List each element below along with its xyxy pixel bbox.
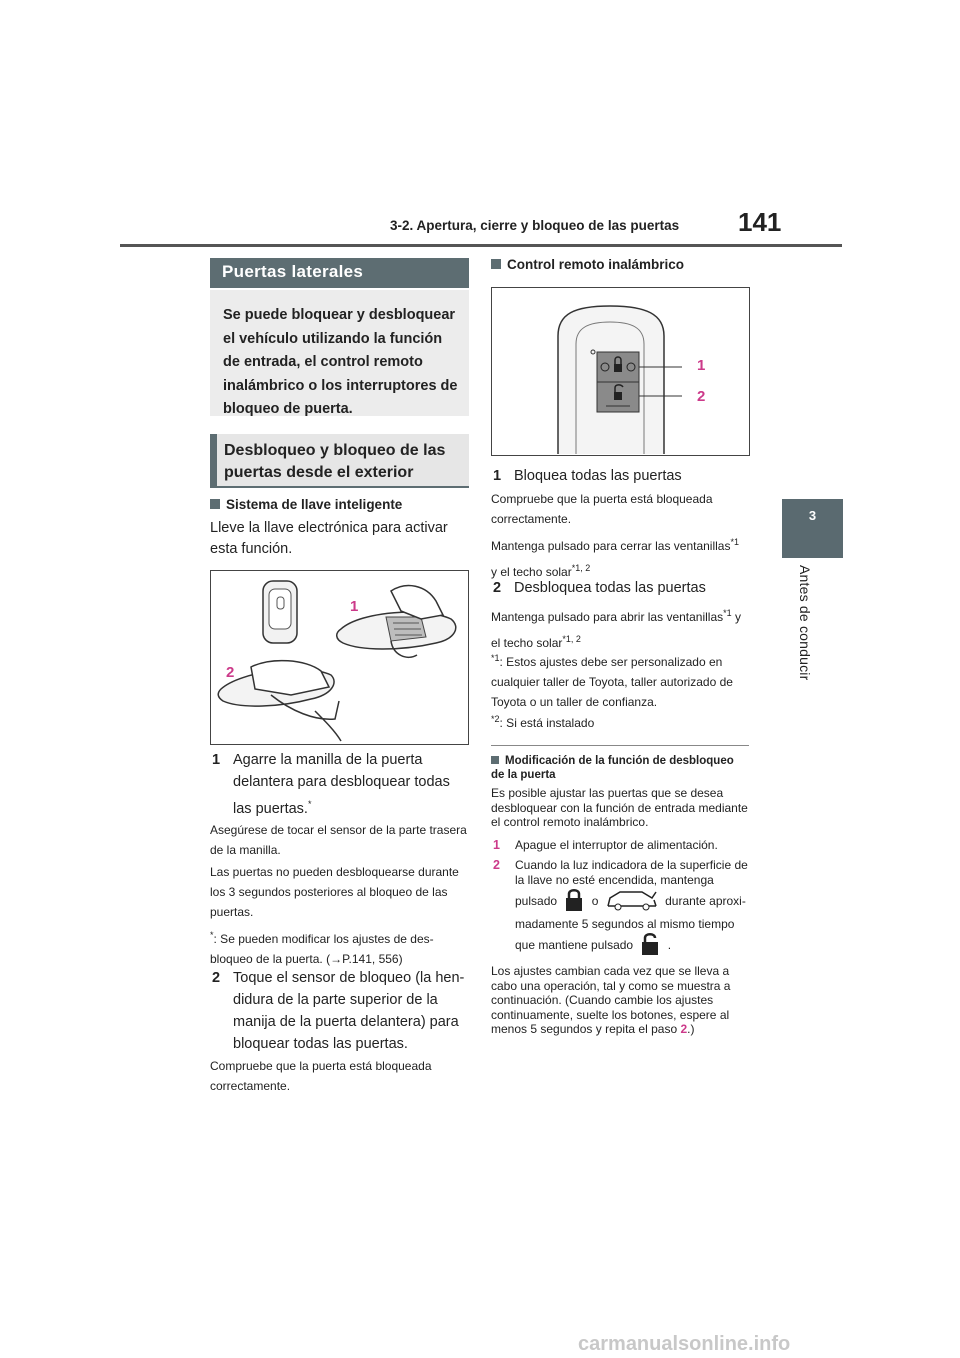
step2-text: Toque el sensor de bloqueo (la hendidura de la parte superior de la manija de la puerta delantera) para bloquear todas las puertas. bbox=[233, 970, 465, 1052]
header-rule bbox=[120, 244, 842, 247]
step1-number: 1 bbox=[212, 752, 221, 768]
chapter-title: Antes de conducir bbox=[797, 565, 813, 681]
intro-text: Se puede bloquear y desbloquear el vehículo utilizando la función de entrada, el control remoto inalámbrico o los interruptores de bloqueo de puerta. bbox=[223, 307, 458, 417]
remote-callout-2: 2 bbox=[697, 388, 706, 405]
figure-callout-2: 2 bbox=[226, 664, 235, 681]
subsection-title: Desbloqueo y bloqueo de las puertas desde el exterior bbox=[224, 442, 446, 481]
square-bullet-icon bbox=[491, 756, 499, 764]
chapter-number: 3 bbox=[808, 508, 817, 523]
footnote-2: $^{*2}$: Si está instalado bbox=[491, 714, 595, 730]
remote-figure bbox=[491, 287, 750, 456]
step2-number: 2 bbox=[212, 970, 221, 986]
remote-heading: Control remoto inalámbrico bbox=[491, 257, 684, 272]
lock-note-check: Compruebe que la puerta está bloqueada correctamente. bbox=[491, 492, 713, 526]
mod-step1-text: Apague el interruptor de alimentación. bbox=[515, 838, 718, 852]
modification-heading: Modificación de la función de desbloqueo de la puerta bbox=[491, 755, 734, 781]
note-sensor: Asegúrese de tocar el sensor de la parte trasera de la manilla. bbox=[210, 823, 467, 857]
modification-text: Es posible ajustar las puertas que se desea desbloquear con la función de entrada mediante el control remoto inalámbrico. bbox=[491, 786, 748, 829]
smart-key-text: Lleve la llave electrónica para activar esta función. bbox=[210, 520, 448, 557]
unlock-note-windows: Mantenga pulsado para abrir las ventanillas$^{*1}$ y el techo solar$^{*1, 2}$ bbox=[491, 608, 742, 650]
note-locked: Compruebe que la puerta está bloqueada correctamente. bbox=[210, 1059, 432, 1093]
section-header: 3-2. Apertura, cierre y bloqueo de las puertas bbox=[390, 218, 680, 233]
door-handle-illustration bbox=[211, 571, 467, 743]
step1-text: Agarre la manilla de la puerta delantera para desbloquear todas las puertas.* bbox=[233, 752, 450, 817]
lock-step-number: 1 bbox=[493, 468, 502, 484]
mod-step2-number: 2 bbox=[493, 858, 500, 872]
vehicle-open-icon bbox=[606, 888, 658, 916]
section-band-title: Puertas laterales bbox=[222, 262, 364, 281]
note-delay: Las puertas no pueden desbloquearse durante los 3 segundos posteriores al bloqueo de las puertas. bbox=[210, 865, 459, 919]
square-bullet-icon bbox=[210, 499, 220, 509]
footnote: *: Se pueden modificar los ajustes de desbloqueo de la puerta. (→P.141, 556) bbox=[210, 930, 434, 966]
figure-callout-1: 1 bbox=[350, 598, 359, 615]
lock-step-text: Bloquea todas las puertas bbox=[514, 468, 682, 484]
remote-callout-1: 1 bbox=[697, 357, 706, 374]
footnote-1: $^{*1}$: Estos ajustes debe ser personalizado en cualquier taller de Toyota, taller autorizado de Toyota o un taller de confianza. bbox=[491, 653, 733, 709]
remote-key-illustration bbox=[492, 288, 748, 454]
modification-final-text: Los ajustes cambian cada vez que se lleva a cabo una operación, tal y como se muestra a continuación. (Cuando cambie los ajustes continuamente, suelte los botones, espere al menos 5 segundos y repita el paso 2.) bbox=[491, 964, 731, 1036]
square-bullet-icon bbox=[491, 259, 501, 269]
door-handle-figure bbox=[210, 570, 469, 745]
section-divider bbox=[491, 745, 749, 746]
lock-button-icon bbox=[564, 887, 584, 917]
mod-step1-number: 1 bbox=[493, 838, 500, 852]
lock-note-windows: Mantenga pulsado para cerrar las ventanillas$^{*1}$ y el techo solar$^{*1, 2}$ bbox=[491, 537, 739, 579]
smart-key-heading: Sistema de llave inteligente bbox=[210, 497, 402, 512]
watermark: carmanualsonline.info bbox=[578, 1333, 791, 1355]
page-number: 141 bbox=[738, 207, 782, 237]
unlock-step-text: Desbloquea todas las puertas bbox=[514, 580, 706, 596]
unlock-button-icon bbox=[640, 931, 660, 961]
mod-step2-text: Cuando la luz indicadora de la superficie de la llave no esté encendida, mantenga pulsado o durante aproximadamente 5 segundos al mismo tiempo que mantiene pulsado . bbox=[515, 858, 749, 961]
unlock-step-number: 2 bbox=[493, 580, 502, 596]
